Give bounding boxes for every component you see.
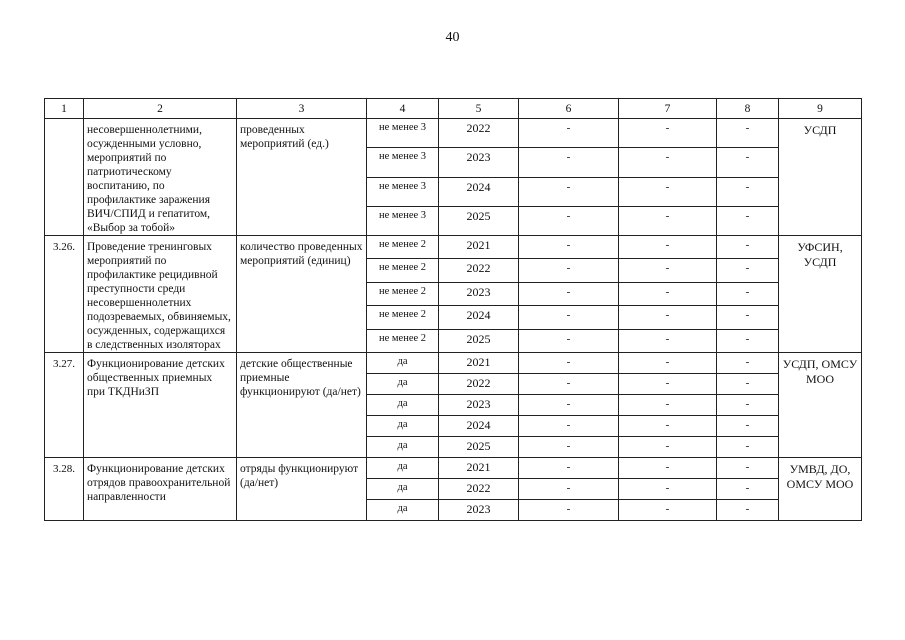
table-row [45,119,862,148]
header-col-7: 7 [619,99,717,119]
col-7-value: - [619,353,717,374]
target-year: 2022 [439,259,519,282]
target-year: 2025 [439,206,519,235]
col-8-value: - [717,437,779,458]
target-value: не менее 2 [367,282,439,305]
col-8-value: - [717,177,779,206]
col-6-value: - [519,259,619,282]
measure-executor: УФСИН, УСДП [779,236,862,353]
col-8-value: - [717,353,779,374]
col-8-value: - [717,148,779,177]
col-8-value: - [717,119,779,148]
measure-indicator: отряды функционируют (да/нет) [237,458,367,521]
target-value: да [367,353,439,374]
col-6-value: - [519,416,619,437]
measure-activity: несовершеннолетними, осужденными условно, мероприятий по патриотическому воспитанию, по профилактике заражения ВИЧ/СПИД и гепатитом, «Выбор за тобой» [84,119,237,236]
col-7-value: - [619,306,717,329]
col-6-value: - [519,329,619,352]
col-6-value: - [519,479,619,500]
target-value: не менее 3 [367,206,439,235]
target-year: 2021 [439,353,519,374]
target-year: 2023 [439,500,519,521]
measure-activity: Проведение тренинговых мероприятий по профилактике рецидивной преступности среди несовершеннолетних подозреваемых, обвиняемых, осужденных, содержащихся в следственных изоляторах [84,236,237,353]
target-value: да [367,374,439,395]
target-value: да [367,395,439,416]
col-6-value: - [519,148,619,177]
col-7-value: - [619,119,717,148]
measure-indicator: проведенных мероприятий (ед.) [237,119,367,236]
col-8-value: - [717,206,779,235]
target-year: 2021 [439,236,519,259]
col-7-value: - [619,458,717,479]
col-7-value: - [619,236,717,259]
header-col-4: 4 [367,99,439,119]
col-8-value: - [717,458,779,479]
target-year: 2023 [439,282,519,305]
measure-indicator: количество проведенных мероприятий (единиц) [237,236,367,353]
header-col-9: 9 [779,99,862,119]
col-6-value: - [519,458,619,479]
col-8-value: - [717,374,779,395]
col-6-value: - [519,395,619,416]
page-number: 40 [445,30,460,45]
col-8-value: - [717,282,779,305]
col-8-value: - [717,306,779,329]
col-7-value: - [619,259,717,282]
target-value: не менее 3 [367,148,439,177]
col-7-value: - [619,282,717,305]
target-year: 2022 [439,479,519,500]
measure-executor: УМВД, ДО, ОМСУ МОО [779,458,862,521]
target-value: да [367,437,439,458]
col-8-value: - [717,259,779,282]
col-7-value: - [619,374,717,395]
target-value: да [367,500,439,521]
col-6-value: - [519,206,619,235]
col-6-value: - [519,177,619,206]
measure-number: 3.27. [45,353,84,458]
target-year: 2022 [439,119,519,148]
table-row [45,458,862,479]
header-col-6: 6 [519,99,619,119]
col-6-value: - [519,353,619,374]
header-col-3: 3 [237,99,367,119]
table-row [45,353,862,374]
col-8-value: - [717,236,779,259]
target-value: не менее 2 [367,259,439,282]
col-6-value: - [519,374,619,395]
col-6-value: - [519,236,619,259]
col-8-value: - [717,329,779,352]
header-col-2: 2 [84,99,237,119]
col-7-value: - [619,329,717,352]
target-year: 2025 [439,437,519,458]
target-year: 2023 [439,148,519,177]
col-8-value: - [717,416,779,437]
target-year: 2023 [439,395,519,416]
target-value: не менее 2 [367,329,439,352]
col-8-value: - [717,479,779,500]
col-7-value: - [619,479,717,500]
target-value: да [367,458,439,479]
col-7-value: - [619,206,717,235]
col-6-value: - [519,119,619,148]
measure-number: 3.28. [45,458,84,521]
header-row [45,99,862,119]
measure-executor: УСДП, ОМСУ МОО [779,353,862,458]
target-year: 2025 [439,329,519,352]
target-year: 2024 [439,306,519,329]
target-year: 2021 [439,458,519,479]
table-row [45,236,862,259]
target-year: 2024 [439,416,519,437]
target-value: не менее 3 [367,119,439,148]
target-value: не менее 2 [367,306,439,329]
col-7-value: - [619,437,717,458]
col-7-value: - [619,395,717,416]
measure-number [45,119,84,236]
col-6-value: - [519,437,619,458]
col-7-value: - [619,500,717,521]
col-7-value: - [619,177,717,206]
col-7-value: - [619,148,717,177]
target-value: да [367,416,439,437]
measure-number: 3.26. [45,236,84,353]
table-body [45,119,862,521]
col-6-value: - [519,500,619,521]
header-col-8: 8 [717,99,779,119]
col-8-value: - [717,500,779,521]
target-value: не менее 3 [367,177,439,206]
header-col-1: 1 [45,99,84,119]
measure-indicator: детские общественные приемные функционируют (да/нет) [237,353,367,458]
target-year: 2022 [439,374,519,395]
measure-activity: Функционирование детских отрядов правоохранительной направленности [84,458,237,521]
col-6-value: - [519,282,619,305]
col-8-value: - [717,395,779,416]
header-col-5: 5 [439,99,519,119]
target-value: не менее 2 [367,236,439,259]
measures-table [44,98,862,521]
target-value: да [367,479,439,500]
measure-activity: Функционирование детских общественных приемных при ТКДНиЗП [84,353,237,458]
col-6-value: - [519,306,619,329]
measure-executor: УСДП [779,119,862,236]
col-7-value: - [619,416,717,437]
target-year: 2024 [439,177,519,206]
